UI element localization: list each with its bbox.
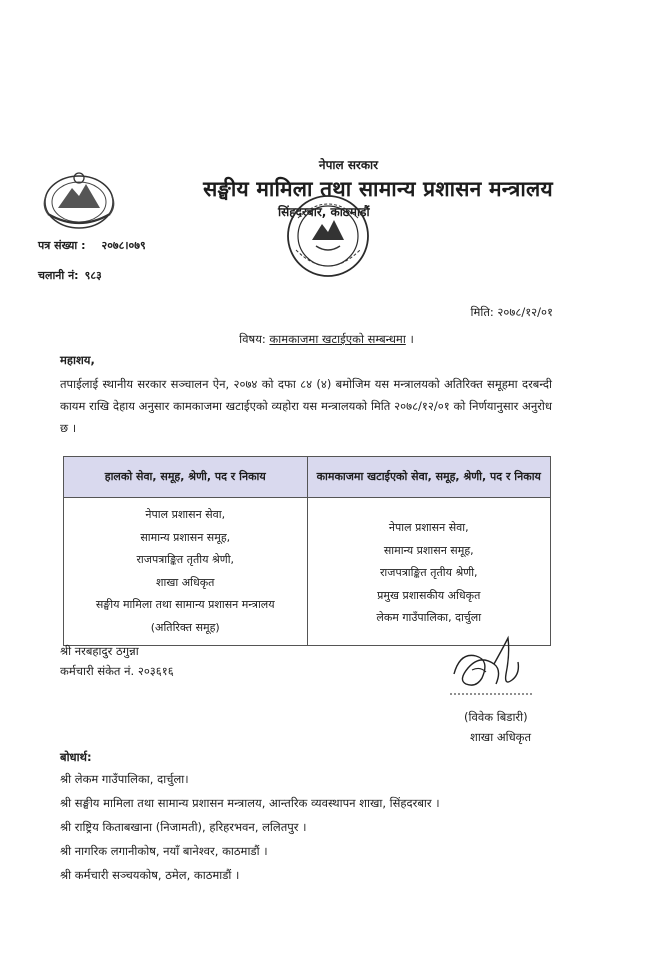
- body-paragraph: तपाईलाई स्थानीय सरकार सञ्चालन ऐन, २०७४ को दफा ८४ (४) बमोजिम यस मन्त्रालयको अतिरिक्त समूहमा दरबन्दी कायम राखि देहाय अनुसार कामकाजमा खटाईएको व्यहोरा यस मन्त्रालयको मिति २०७८/१२/०१ को निर्णयानुसार अनुरोध छ ।: [60, 377, 552, 435]
- assigned-line: सामान्य प्रशासन समूह,: [383, 543, 474, 557]
- current-line: शाखा अधिकृत: [156, 575, 215, 589]
- official-stamp-icon: [278, 190, 378, 282]
- signatory-name: (विवेक बिडारी): [464, 710, 528, 724]
- cc-item: श्री कर्मचारी सञ्चयकोष, ठमेल, काठमाडौं ।: [60, 868, 240, 882]
- posting-table: [63, 456, 551, 646]
- subject-end: ।: [409, 332, 414, 346]
- current-line: राजपत्राङ्कित तृतीय श्रेणी,: [136, 553, 235, 566]
- table-cell-assigned: [307, 498, 551, 646]
- assigned-line: नेपाल प्रशासन सेवा,: [388, 521, 469, 535]
- table-cell-current: [64, 498, 308, 646]
- nepal-emblem-icon: [38, 166, 120, 232]
- subject-label: विषय:: [239, 332, 266, 346]
- assigned-line: लेकम गाउँपालिका, दार्चुला: [376, 611, 482, 625]
- letter-date: मिति: २०७८/१२/०१: [470, 305, 553, 319]
- assigned-line: राजपत्राङ्कित तृतीय श्रेणी,: [379, 566, 478, 580]
- subject-text: कामकाजमा खटाईएको सम्बन्धमा: [269, 332, 406, 346]
- subject-line: [0, 332, 653, 347]
- table-header-assigned: कामकाजमा खटाईएको सेवा, समूह, श्रेणी, पद र निकाय: [307, 457, 551, 498]
- salutation: महाशय,: [60, 353, 95, 367]
- signature-icon: [446, 634, 538, 704]
- cc-item: श्री नागरिक लगानीकोष, नयाँ बानेश्वर, काठमाडौं ।: [60, 844, 268, 858]
- letter-number-label: पत्र संख्या :: [38, 239, 86, 252]
- dispatch-number: [38, 268, 102, 283]
- cc-item: श्री राष्ट्रिय किताबखाना (निजामती), हरिहरभवन, ललितपुर ।: [60, 820, 307, 834]
- current-line: नेपाल प्रशासन सेवा,: [145, 508, 226, 521]
- letter-number-value: २०७८।०७९: [101, 239, 146, 252]
- ministry-name: सङ्घीय मामिला तथा सामान्य प्रशासन मन्त्रालय: [203, 177, 553, 201]
- dispatch-number-value: ९८३: [84, 269, 102, 282]
- current-line: सामान्य प्रशासन समूह,: [140, 530, 231, 544]
- dispatch-number-label: चलानी नं:: [38, 269, 79, 282]
- current-line: (अतिरिक्त समूह): [150, 620, 220, 634]
- cc-title: बोधार्थ:: [60, 750, 92, 764]
- cc-item: श्री लेकम गाउँपालिका, दार्चुला।: [60, 772, 189, 786]
- table-header-current: हालको सेवा, समूह, श्रेणी, पद र निकाय: [64, 457, 308, 498]
- employee-code: कर्मचारी संकेत नं. २०३६१६: [60, 664, 174, 678]
- assigned-line: प्रमुख प्रशासकीय अधिकृत: [377, 588, 481, 602]
- ministry-address: सिंहदरबार, काठमाडौं: [278, 205, 370, 219]
- government-name: नेपाल सरकार: [318, 158, 379, 172]
- letter-number: [38, 238, 146, 253]
- signatory-designation: शाखा अधिकृत: [470, 730, 532, 744]
- employee-name: श्री नरबहादुर ठगुन्ना: [60, 644, 139, 658]
- current-line: सङ्घीय मामिला तथा सामान्य प्रशासन मन्त्रालय: [95, 598, 275, 611]
- cc-item: श्री सङ्घीय मामिला तथा सामान्य प्रशासन मन्त्रालय, आन्तरिक व्यवस्थापन शाखा, सिंहदरबार ।: [60, 796, 440, 810]
